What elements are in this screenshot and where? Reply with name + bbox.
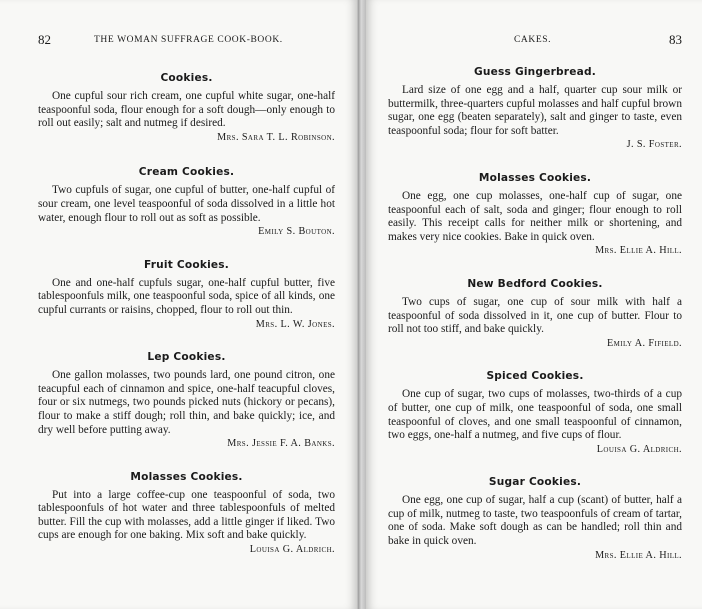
recipe	[388, 370, 682, 456]
recipe-author: Mrs. Ellie A. Hill.	[595, 549, 682, 561]
page-number: 83	[669, 32, 682, 47]
recipe-author: J. S. Foster.	[626, 139, 682, 151]
book-gutter	[358, 0, 366, 609]
recipe	[38, 351, 335, 451]
recipe	[38, 259, 335, 331]
recipe-author: Mrs. L. W. Jones.	[255, 318, 335, 330]
recipe-text: One egg, one cup of sugar, half a cup (scant) of butter, half a cup of milk, nutmeg to taste, two teaspoonfuls of cream of tartar, one of soda. Make soft dough as can be handled; roll thin and bake in quick oven.	[388, 494, 682, 548]
recipe-text: One and one-half cupfuls sugar, one-half cupful butter, five tablespoonfuls milk, one teaspoonful soda, spice of all kinds, one cupful currants or raisins, chopped, flour to roll out thin.	[38, 276, 335, 316]
running-title: THE WOMAN SUFFRAGE COOK-BOOK.	[94, 35, 283, 45]
recipe-text: One cupful sour rich cream, one cupful white sugar, one-half teaspoonful soda, flour enough for a soft dough—only enough to roll out easily; salt and nutmeg if desired.	[38, 90, 335, 130]
recipe	[388, 66, 682, 152]
recipe-author: Mrs. Sara T. L. Robinson.	[217, 131, 335, 143]
recipe-text: Two cups of sugar, one cup of sour milk with half a teaspoonful of soda dissolved in it, one cup of butter. Flour to roll not too stiff, and bake quickly.	[388, 295, 682, 336]
recipe-text: Put into a large coffee-cup one teaspoonful of soda, two tablespoonfuls of hot water and three tablespoonfuls of melted butter. Fill the cup with molasses, add a little ginger if liked. Two cups are enough for one baking. Mix soft and bake quickly.	[38, 488, 335, 542]
recipe-text: Two cupfuls of sugar, one cupful of butter, one-half cupful of sour cream, one level teaspoonful of soda dissolved in a little hot water, enough flour to roll out as soft as possible.	[38, 184, 335, 224]
recipe-title: Molasses Cookies.	[130, 470, 243, 483]
recipe-title: Sugar Cookies.	[488, 476, 582, 489]
recipe	[388, 476, 682, 562]
recipe	[38, 166, 335, 238]
running-head-right	[388, 34, 682, 50]
running-title: CAKES.	[514, 35, 552, 45]
page-number: 82	[38, 32, 51, 47]
recipe-text: One gallon molasses, two pounds lard, one pound citron, one teacupful each of cinnamon and spice, one-half teacupful cloves, four or six nutmegs, two pounds picked nuts (hickory or pecans), flour to make a stiff dough; roll thin, and bake quickly; ice, and dry well before putting away.	[38, 369, 335, 436]
recipe-title: Cookies.	[160, 72, 213, 84]
recipe-title: Lep Cookies.	[147, 351, 226, 364]
right-page	[366, 0, 702, 609]
recipe-title: Guess Gingerbread.	[474, 66, 596, 78]
recipe-author: Louisa G. Aldrich.	[249, 544, 335, 556]
recipe-title: Cream Cookies.	[138, 166, 235, 179]
recipe-author: Emily A. Fifield.	[606, 337, 682, 349]
recipe	[388, 172, 682, 258]
recipe-text: Lard size of one egg and a half, quarter cup sour milk or buttermilk, three-quarters cupful molasses and half cupful brown sugar, one egg (beaten separately), salt and ginger to taste, even teaspoonful soda; flour for soft batter.	[388, 84, 682, 137]
recipe-text: One egg, one cup molasses, one-half cup of sugar, one teaspoonful each of salt, soda and ginger; flour enough to roll easily. This receipt calls for neither milk or shortening, and makes very nice cookies. Bake in quick oven.	[388, 189, 682, 243]
recipe	[38, 471, 335, 557]
recipe	[38, 72, 335, 144]
recipe-title: Molasses Cookies.	[478, 171, 592, 184]
recipe-title: Fruit Cookies.	[143, 258, 230, 271]
running-head-left	[38, 34, 335, 50]
recipe-author: Mrs. Jessie F. A. Banks.	[227, 438, 335, 450]
recipe-title: Spiced Cookies.	[486, 370, 584, 383]
recipe-text: One cup of sugar, two cups of molasses, two-thirds of a cup of butter, one cup of milk, one teaspoonful of soda, one small teaspoonful of cloves, and one small teaspoonful of cinnamon, two eggs, one-half a nutmeg, and five cups of flour.	[388, 388, 682, 442]
recipe-title: New Bedford Cookies.	[467, 277, 603, 290]
recipe-author: Mrs. Ellie A. Hill.	[595, 245, 682, 257]
recipe-author: Louisa G. Aldrich.	[596, 443, 682, 455]
recipe-author: Emily S. Bouton.	[258, 226, 335, 238]
recipe	[388, 278, 682, 350]
